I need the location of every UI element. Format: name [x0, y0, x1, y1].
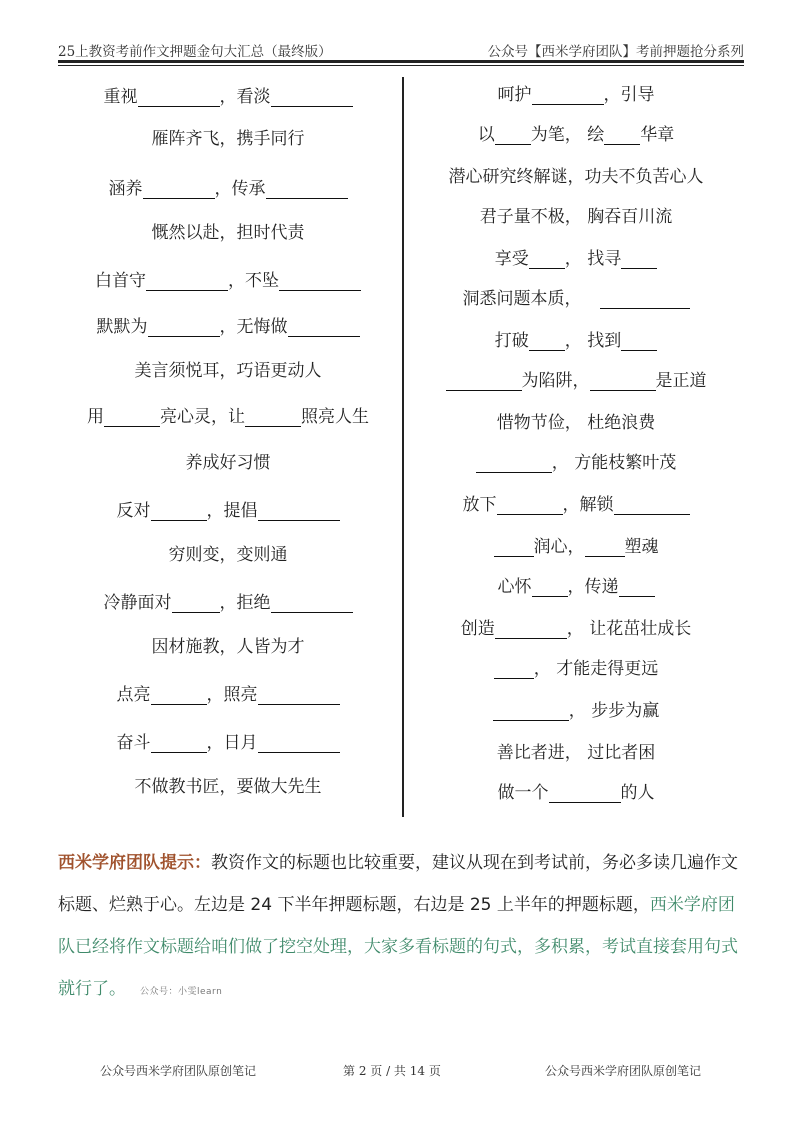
title-line: 放下 ，解锁: [408, 490, 744, 520]
fill-blank: [590, 370, 656, 391]
title-line: 点亮 ，照亮: [58, 680, 398, 710]
title-line: 美言须悦耳，巧语更动人: [134, 361, 322, 381]
fill-blank: [266, 178, 348, 199]
fill-blank: [151, 732, 207, 753]
title-line: 为陷阱， 是正道: [408, 366, 744, 396]
fill-blank: [104, 406, 160, 427]
tip-text: 教资作文的标题也比较重要，建议从现在到考试前，务必多读几遍作文标题、烂熟于心。左边是 24 下半年押题标题，右边是 25 上半年的押题标题，: [58, 853, 738, 915]
tip-label: 西米学府团队提示：: [58, 853, 211, 873]
title-line: 白首守 ，不坠: [58, 266, 398, 296]
fill-blank: [494, 658, 534, 679]
fill-blank: [172, 592, 220, 613]
title-line: 因材施教，人皆为才: [151, 637, 305, 657]
page-footer: [0, 1062, 800, 1082]
title-line: 养成好习惯: [185, 453, 271, 473]
fill-blank: [494, 536, 534, 557]
fill-blank: [258, 500, 340, 521]
fill-blank: [532, 84, 604, 105]
fill-blank: [495, 124, 531, 145]
fill-blank: [529, 248, 565, 269]
fill-blank: [621, 330, 657, 351]
fill-blank: [288, 316, 360, 337]
title-line: 不做教书匠，要做大先生: [134, 777, 322, 797]
title-line: 润心， 塑魂: [408, 532, 744, 562]
header-rule-thick: [58, 60, 744, 63]
page-number: 第 2 页 / 共 14 页: [343, 1064, 441, 1078]
header-right-title: 公众号【西米学府团队】考前押题抢分系列: [487, 44, 744, 60]
title-line: ， 才能走得更远: [408, 654, 744, 684]
title-line: 慨然以赴，担时代责: [151, 223, 305, 243]
fill-blank: [258, 732, 340, 753]
title-line: 呵护 ，引导: [497, 85, 655, 105]
footer-left: 公众号西米学府团队原创笔记: [100, 1064, 257, 1078]
fill-blank: [151, 500, 207, 521]
title-line: 君子量不极， 胸吞百川流: [479, 207, 673, 227]
page-header: [58, 38, 744, 62]
title-line: 享受 ， 找寻: [408, 244, 744, 274]
fill-blank: [600, 288, 690, 309]
title-line: 惜物节俭， 杜绝浪费: [496, 413, 656, 433]
title-line: 用 亮心灵，让 照亮人生: [87, 407, 369, 427]
title-line: 打破 ， 找到: [408, 326, 744, 356]
fill-blank: [621, 248, 657, 269]
fill-blank: [279, 270, 361, 291]
title-line: 潜心研究终解谜，功夫不负苦心人: [448, 167, 704, 187]
fill-blank: [143, 178, 215, 199]
fill-blank: [497, 494, 563, 515]
title-line: 重视 ，看淡: [58, 82, 398, 112]
fill-blank: [604, 124, 640, 145]
title-line: 穷则变，变则通: [168, 545, 288, 565]
title-line: 涵养 ，传承: [58, 174, 398, 204]
title-line: 做一个 的人: [497, 783, 655, 803]
title-line: 心怀 ，传递: [408, 572, 744, 602]
fill-blank: [271, 592, 353, 613]
fill-blank: [619, 576, 655, 597]
title-line: 创造 ， 让花茁壮成长: [460, 619, 692, 639]
title-line: 以 为笔， 绘 华章: [477, 125, 675, 145]
fill-blank: [446, 370, 522, 391]
header-left-title: 25上教资考前作文押题金句大汇总（最终版）: [58, 44, 332, 60]
title-line: ， 方能枝繁叶茂: [408, 448, 744, 478]
fill-blank: [148, 316, 220, 337]
title-line: 默默为 ，无悔做: [58, 312, 398, 342]
fill-blank: [476, 452, 552, 473]
fill-blank: [614, 494, 690, 515]
fill-blank: [495, 618, 567, 639]
title-line: 冷静面对 ，拒绝: [58, 588, 398, 618]
title-line: 雁阵齐飞，携手同行: [151, 129, 305, 149]
fill-blank: [146, 270, 228, 291]
watermark: 公众号：小雯learn: [140, 987, 223, 997]
footer-right: 公众号西米学府团队原创笔记: [545, 1064, 702, 1078]
fill-blank: [532, 576, 568, 597]
title-line: 反对 ，提倡: [58, 496, 398, 526]
fill-blank: [258, 684, 340, 705]
title-line: 奋斗 ，日月: [58, 728, 398, 758]
fill-blank: [493, 700, 569, 721]
fill-blank: [151, 684, 207, 705]
fill-blank: [585, 536, 625, 557]
tip-text-highlight: 西米学府团队已经将作文标题给咱们做了挖空处理，大家多看标题的句式，多积累，考试直接套用句式就行了。: [58, 895, 738, 999]
tip-paragraph: [58, 842, 748, 1013]
fill-blank: [529, 330, 565, 351]
fill-blank: [271, 86, 353, 107]
title-line: 善比者进， 过比者困: [496, 743, 656, 763]
fill-blank: [549, 782, 621, 803]
column-divider: [402, 77, 404, 817]
title-line: ， 步步为赢: [408, 696, 744, 726]
header-rule-thin: [58, 65, 744, 66]
fill-blank: [245, 406, 301, 427]
title-line: 洞悉问题本质，: [408, 284, 744, 314]
fill-blank: [138, 86, 220, 107]
